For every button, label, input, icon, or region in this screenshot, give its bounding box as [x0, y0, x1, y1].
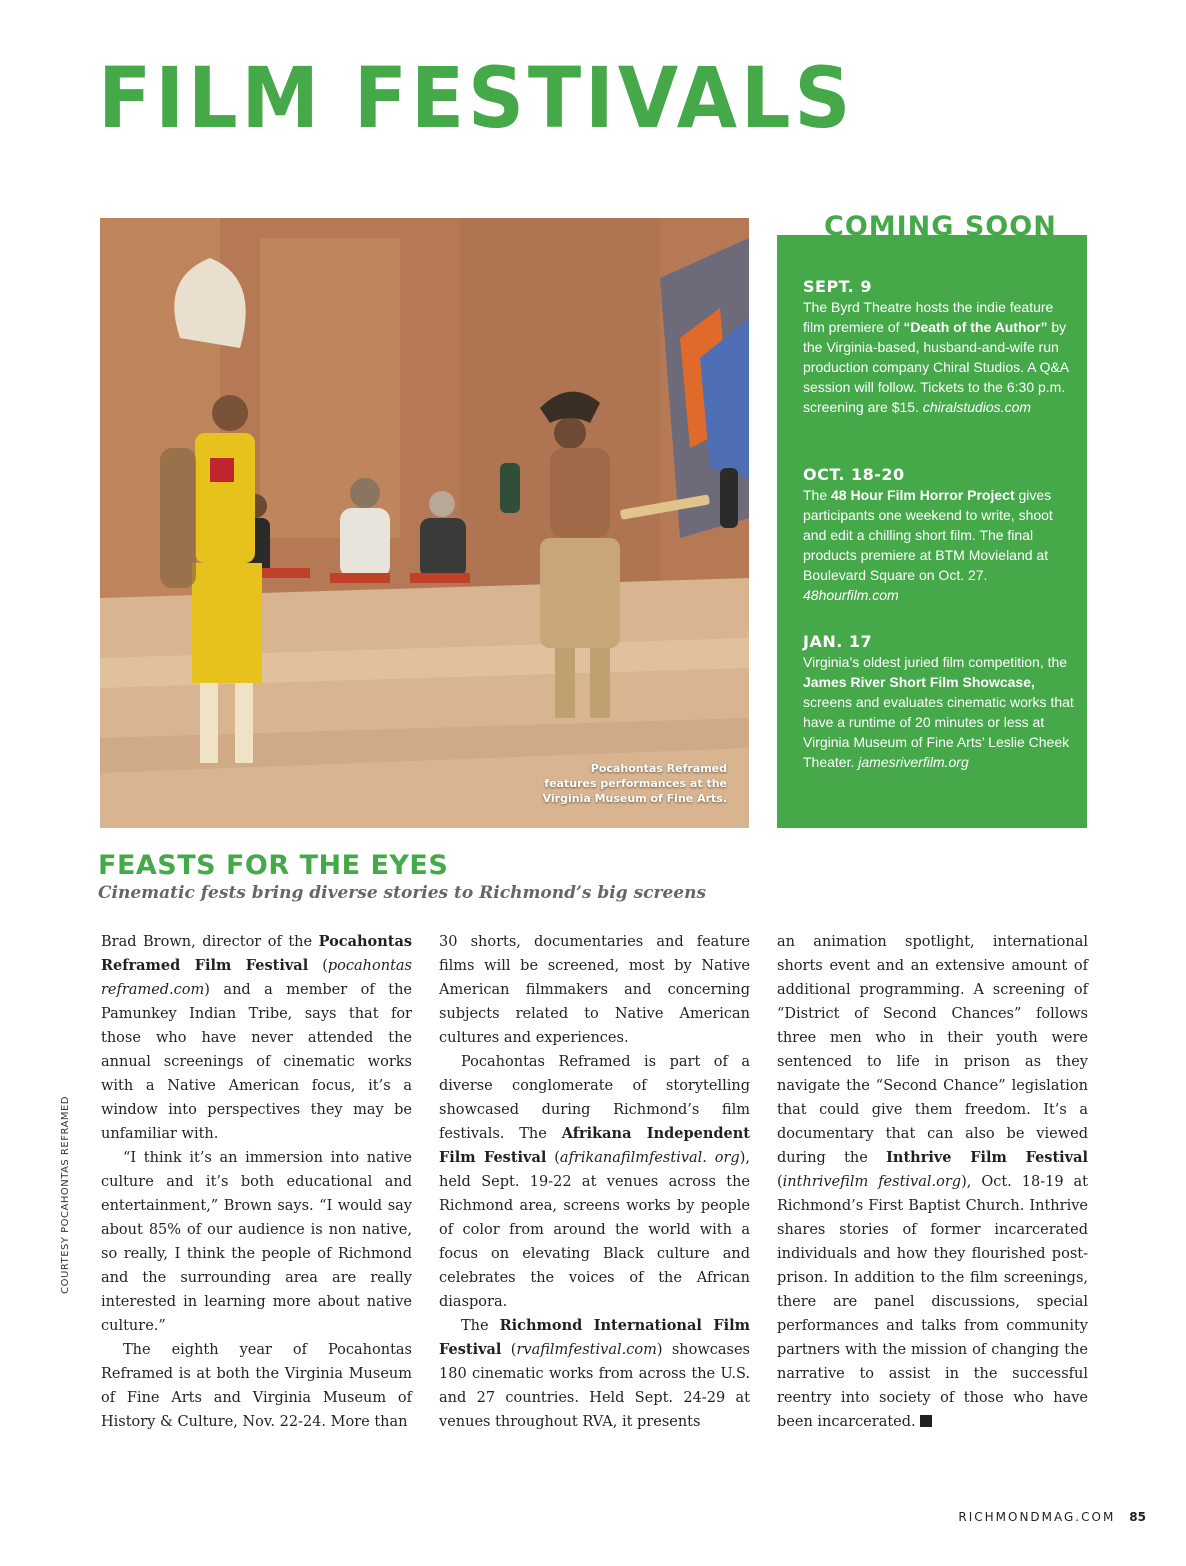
body-text: The Byrd Theatre hosts the indie feature film premiere of [803, 299, 1054, 335]
body-text: ) showcases 180 cinematic works from across the U.S. and 27 countries. Held Sept. 24-29 at venues throughout RVA, it presents [439, 1342, 750, 1430]
body-text: ( [501, 1342, 517, 1358]
body-text: an animation spotlight, international shorts event and an extensive amount of additional programming. A screening of “District of Second Chances” follows three men who in their youth were sentenced to life in prison as they navigate the “Second Chance” legislation that could give them freedom. It’s a documentary that can also be viewed during the [777, 934, 1088, 1166]
italic-link-text: rvafilmfestival.com [516, 1342, 657, 1358]
article-paragraph [101, 930, 412, 1146]
article-column-2 [439, 930, 750, 1434]
body-text: screens and evaluates cinematic works that have a runtime of 20 minutes or less at Virginia Museum of Fine Arts’ Leslie Cheek Theater. [803, 694, 1074, 770]
article-paragraph [101, 1146, 412, 1338]
article-headline: FEASTS FOR THE EYES [98, 850, 449, 881]
end-mark-icon [920, 1415, 932, 1427]
event-oct-18-20 [803, 465, 1075, 605]
body-text: ( [546, 1150, 560, 1166]
event-date: OCT. 18-20 [803, 465, 905, 484]
event-body [803, 297, 1075, 417]
italic-link-text: jamesriverfilm.org [858, 754, 969, 770]
italic-link-text: inthrivefilm festival.org [782, 1174, 962, 1190]
article-paragraph [439, 1314, 750, 1434]
coming-soon-heading: COMING SOON [824, 211, 1057, 242]
body-text: “I think it’s an immersion into native culture and it’s both educational and entertainment,” Brown says. “I would say about 85% of our audience is non native, so really, I think the people of Richmond and the surrounding area are really interested in learning more about native culture.” [101, 1150, 412, 1334]
photo-caption-line: Pocahontas Reframed [590, 762, 727, 775]
body-text: ), Oct. 18-19 at Richmond’s First Baptist Church. Inthrive shares stories of former incarcerated individuals and how they flourished post-prison. In addition to the film screenings, there are panel discussions, special performances and talks from community partners with the mission of changing the narrative to assist in the successful reentry into society of those who have been incarcerated. [777, 1174, 1089, 1430]
bold-text: 48 Hour Film Horror Project [831, 487, 1015, 503]
photo-illustration [100, 218, 749, 828]
coming-soon-box [777, 235, 1087, 828]
body-text: gives participants one weekend to write, shoot and edit a chilling short film. The final products premiere at BTM Movieland at Boulevard Square on Oct. 27. [803, 487, 1053, 583]
body-text: ( [777, 1174, 783, 1190]
body-text: Brad Brown, director of the [101, 934, 319, 950]
bold-text: James River Short Film Showcase, [803, 674, 1035, 690]
italic-link-text: pocahontas reframed.com [101, 958, 412, 998]
article-paragraph [777, 930, 1088, 1434]
body-text: The eighth year of Pocahontas Reframed is at both the Virginia Museum of Fine Arts and Virginia Museum of History & Culture, Nov. 22-24. More than [101, 1342, 412, 1430]
article-column-3 [777, 930, 1088, 1434]
event-body [803, 485, 1075, 605]
italic-link-text: chiralstudios.com [922, 399, 1032, 415]
event-date: SEPT. 9 [803, 277, 872, 296]
photo-credit: COURTESY POCAHONTAS REFRAMED [60, 1096, 71, 1294]
page-footer [958, 1510, 1146, 1524]
body-text: ) and a member of the Pamunkey Indian Tribe, says that for those who have never attended the annual screenings of cinematic works with a Native American focus, it’s a window into perspectives they may be unfamiliar with. [101, 982, 412, 1142]
article-paragraph [101, 1338, 412, 1434]
italic-link-text: afrikanafilmfestival. org [559, 1150, 740, 1166]
article-paragraph [439, 930, 750, 1050]
event-date: JAN. 17 [803, 632, 873, 651]
body-text: Pocahontas Reframed is part of a diverse conglomerate of storytelling showcased during Richmond’s film festivals. The [439, 1054, 750, 1142]
body-text: ), held Sept. 19-22 at venues across the Richmond area, screens works by people of color from around the world with a focus on elevating Black culture and celebrates the voices of the African diaspora. [439, 1150, 750, 1310]
bold-text: Afrikana Independent Film Festival [439, 1125, 750, 1166]
bold-text: Pocahontas Reframed Film Festival [101, 933, 412, 974]
footer-site: RICHMONDMAG.COM [958, 1510, 1116, 1524]
body-text: by the Virginia-based, husband-and-wife run production company Chiral Studios. A Q&A session will follow. Tickets to the 6:30 p.m. screening are $15. [803, 319, 1069, 415]
bold-text: Inthrive Film Festival [886, 1149, 1088, 1166]
photo-caption-line: features performances at the [544, 777, 727, 790]
event-sept-9 [803, 277, 1075, 417]
section-title: FILM FESTIVALS [98, 49, 855, 147]
page-number: 85 [1129, 1510, 1146, 1524]
italic-link-text: 48hourfilm.com [803, 587, 899, 603]
body-text: Virginia’s oldest juried film competition, the [803, 654, 1068, 670]
feature-photo [100, 218, 749, 828]
photo-caption [543, 761, 727, 806]
body-text: The [803, 487, 832, 503]
body-text: ( [308, 958, 328, 974]
bold-text: “Death of the Author” [903, 319, 1048, 335]
bold-text: Richmond International Film Festival [439, 1317, 750, 1358]
body-text: 30 shorts, documentaries and feature films will be screened, most by Native American filmmakers and concerning subjects related to Native American cultures and experiences. [439, 934, 750, 1046]
event-jan-17 [803, 632, 1075, 772]
body-text: The [461, 1318, 500, 1334]
article-deck: Cinematic fests bring diverse stories to Richmond’s big screens [98, 883, 707, 903]
photo-caption-line: Virginia Museum of Fine Arts. [542, 792, 727, 805]
article-column-1 [101, 930, 412, 1434]
event-body [803, 652, 1075, 772]
article-paragraph [439, 1050, 750, 1314]
